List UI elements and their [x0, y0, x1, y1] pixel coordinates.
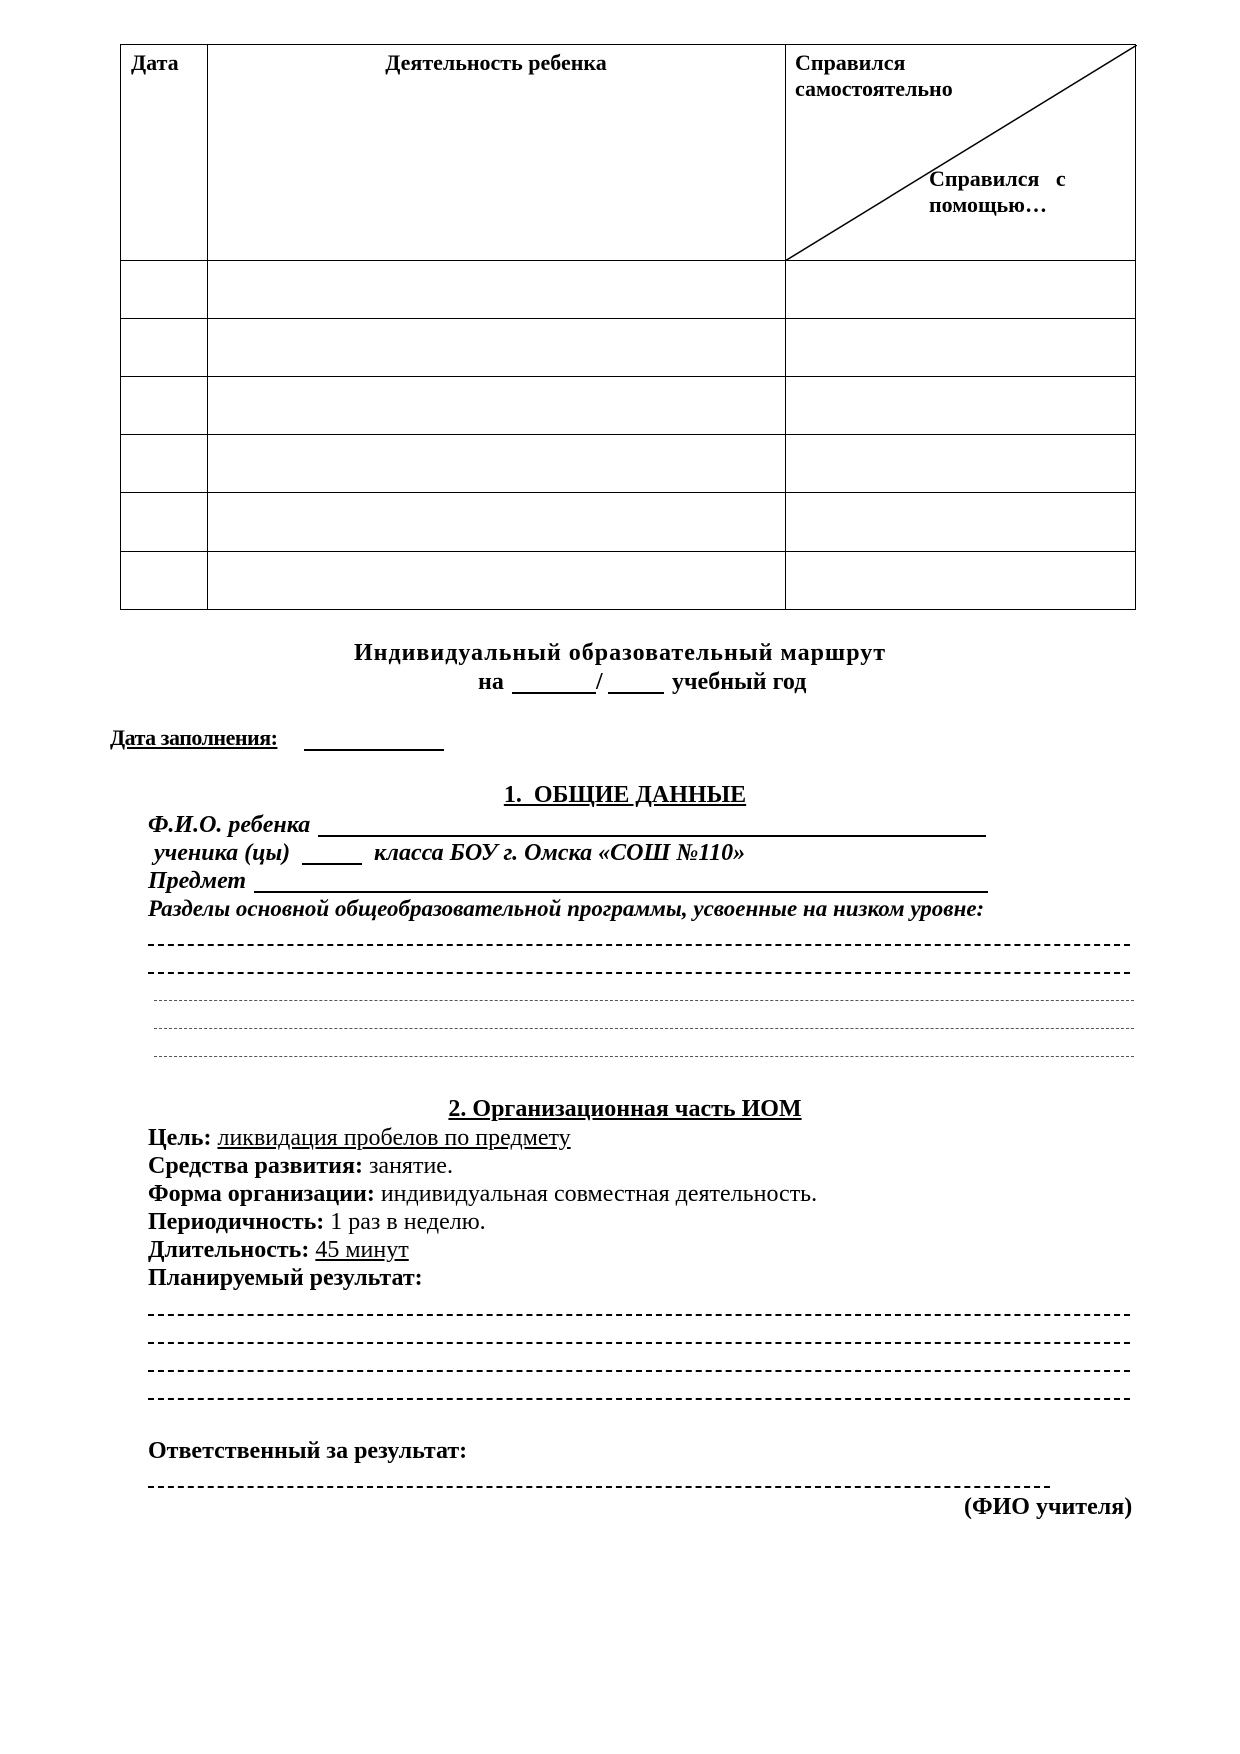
means-label: Средства развития: [148, 1153, 363, 1179]
section1-heading: 1. ОБЩИЕ ДАННЫЕ [503, 782, 747, 808]
table-row-cell-result[interactable] [786, 435, 1137, 492]
fill-date-blank[interactable] [304, 749, 444, 751]
header-help-line2: помощью… [929, 192, 1047, 217]
table-row-cell-result[interactable] [786, 261, 1137, 318]
means-row [148, 1151, 453, 1181]
table-row-cell-date[interactable] [121, 377, 207, 434]
table-row-cell-activity[interactable] [208, 493, 785, 550]
document-title: Индивидуальный образовательный маршрут [353, 640, 887, 666]
subject-blank[interactable] [254, 891, 988, 893]
planned-result-line[interactable] [148, 1370, 1130, 1372]
table-row-cell-activity[interactable] [208, 552, 785, 609]
title-year-suffix: учебный год [672, 669, 807, 695]
duration-row [148, 1235, 409, 1265]
periodicity-row [148, 1207, 486, 1237]
table-row-cell-activity[interactable] [208, 377, 785, 434]
table-row-cell-result[interactable] [786, 377, 1137, 434]
form-row [148, 1179, 817, 1209]
table-row-cell-date[interactable] [121, 319, 207, 376]
table-row-cell-result[interactable] [786, 552, 1137, 609]
duration-value: 45 минут [315, 1237, 409, 1263]
sections-line[interactable] [148, 944, 1130, 946]
sections-label: Разделы основной общеобразовательной программы, усвоенные на низком уровне: [148, 896, 985, 921]
planned-result-line[interactable] [148, 1342, 1130, 1344]
planned-result-line[interactable] [148, 1314, 1130, 1316]
section2-heading: 2. Организационная часть ИОМ [448, 1096, 802, 1122]
subject-label: Предмет [148, 868, 247, 894]
title-year-prefix: на [478, 669, 504, 695]
table-row-cell-activity[interactable] [208, 435, 785, 492]
year-start-blank[interactable] [512, 692, 596, 694]
goal-row [148, 1123, 571, 1153]
planned-result-line[interactable] [148, 1398, 1130, 1400]
sections-line[interactable] [148, 972, 1130, 974]
sections-line[interactable] [154, 1000, 1134, 1001]
table-row-cell-date[interactable] [121, 552, 207, 609]
year-end-blank[interactable] [608, 692, 664, 694]
header-help-line1: Справился с [929, 166, 1066, 191]
signature-caption: (ФИО учителя) [964, 1494, 1133, 1520]
goal-label: Цель: [148, 1125, 212, 1151]
header-self-line2: самостоятельно [795, 76, 953, 101]
form-label: Форма организации: [148, 1181, 375, 1207]
header-date: Дата [131, 50, 179, 75]
table-row-cell-result[interactable] [786, 493, 1137, 550]
student-prefix: ученика (цы) [154, 840, 291, 866]
sections-line[interactable] [154, 1028, 1134, 1029]
table-row-cell-date[interactable] [121, 493, 207, 550]
fill-date-label: Дата заполнения: [110, 725, 278, 750]
title-year-separator: / [596, 669, 603, 695]
duration-label: Длительность: [148, 1237, 310, 1263]
form-value: индивидуальная совместная деятельность. [380, 1181, 818, 1207]
goal-value: ликвидация пробелов по предмету [217, 1125, 571, 1151]
sections-line[interactable] [154, 1056, 1134, 1057]
header-self-line1: Справился [795, 50, 906, 75]
periodicity-label: Периодичность: [148, 1209, 325, 1235]
table-row-cell-result[interactable] [786, 319, 1137, 376]
header-activity: Деятельность ребенка [385, 50, 607, 75]
periodicity-value: 1 раз в неделю. [330, 1209, 486, 1235]
fio-blank[interactable] [318, 835, 986, 837]
responsible-label: Ответственный за результат: [148, 1438, 468, 1464]
table-row-cell-activity[interactable] [208, 319, 785, 376]
means-value: занятие. [368, 1153, 453, 1179]
table-row-cell-date[interactable] [121, 435, 207, 492]
table-row-cell-activity[interactable] [208, 261, 785, 318]
fio-label: Ф.И.О. ребенка [148, 812, 311, 838]
class-blank[interactable] [302, 863, 362, 865]
table-row-cell-date[interactable] [121, 261, 207, 318]
responsible-signature-line[interactable] [148, 1486, 1050, 1488]
student-suffix: класса БОУ г. Омска «СОШ №110» [374, 840, 746, 866]
planned-result-label: Планируемый результат: [148, 1265, 423, 1291]
activity-table [120, 44, 1136, 610]
